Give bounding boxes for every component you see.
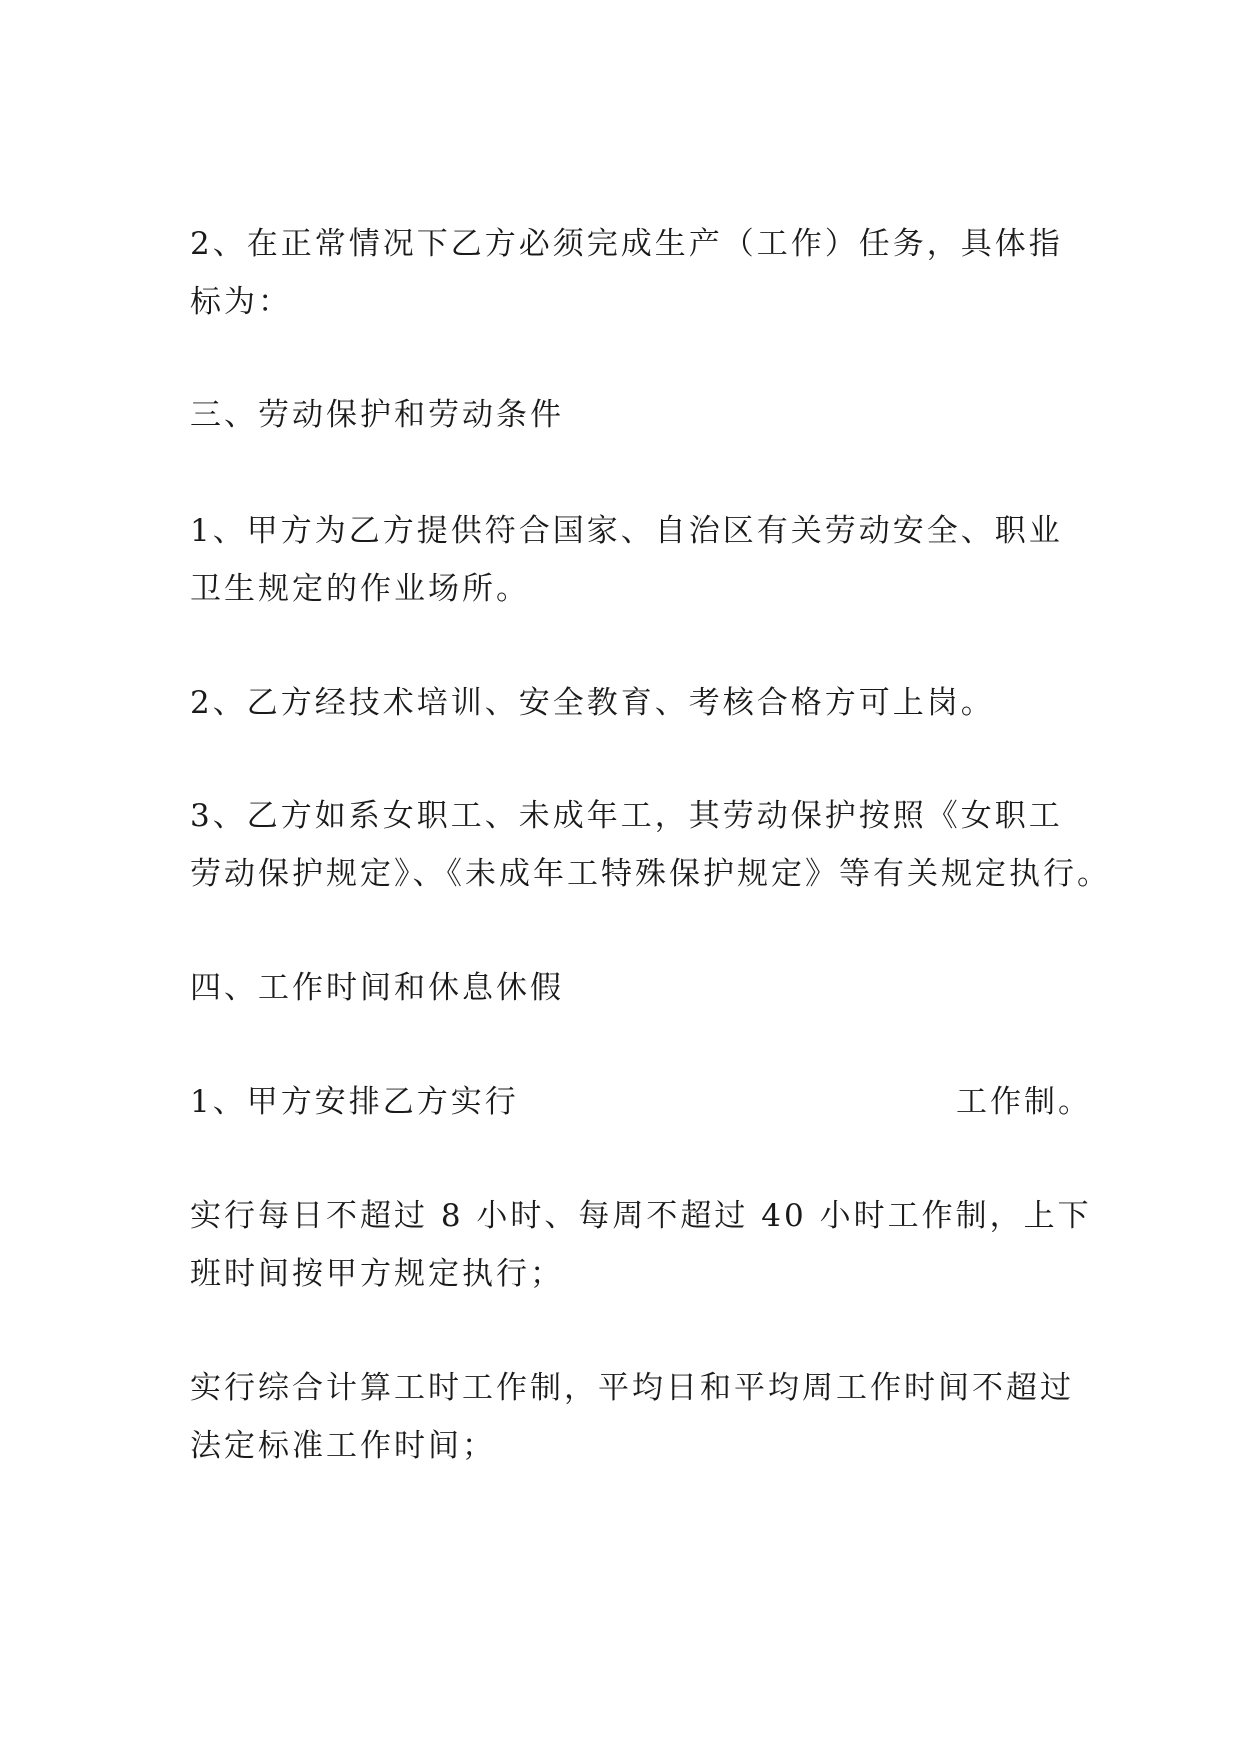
paragraph-training: 2、乙方经技术培训、安全教育、考核合格方可上岗。 (190, 685, 995, 721)
paragraph-comprehensive-hours-line-1: 实行综合计算工时工作制，平均日和平均周工作时间不超过 (190, 1370, 1074, 1406)
paragraph-work-system-right: 工作制。 (956, 1084, 1092, 1120)
paragraph-task-line-2: 标为： (190, 284, 292, 320)
paragraph-comprehensive-hours-line-2: 法定标准工作时间； (190, 1428, 496, 1464)
paragraph-work-system-left: 1、甲方安排乙方实行 (190, 1084, 519, 1120)
paragraph-task-line-1: 2、在正常情况下乙方必须完成生产（工作）任务，具体指 (190, 226, 1063, 262)
paragraph-standard-hours-line-1: 实行每日不超过 8 小时、每周不超过 40 小时工作制，上下 (190, 1198, 1092, 1234)
paragraph-safe-workplace-line-1: 1、甲方为乙方提供符合国家、自治区有关劳动安全、职业 (190, 513, 1063, 549)
paragraph-safe-workplace-line-2: 卫生规定的作业场所。 (190, 571, 530, 607)
paragraph-female-minor-workers-line-2: 劳动保护规定》、《未成年工特殊保护规定》等有关规定执行。 (190, 856, 1111, 892)
section-heading-labor-protection: 三、劳动保护和劳动条件 (190, 397, 564, 433)
paragraph-female-minor-workers-line-1: 3、乙方如系女职工、未成年工，其劳动保护按照《女职工 (190, 798, 1063, 834)
paragraph-standard-hours-line-2: 班时间按甲方规定执行； (190, 1256, 564, 1292)
section-heading-working-hours: 四、工作时间和休息休假 (190, 970, 564, 1006)
